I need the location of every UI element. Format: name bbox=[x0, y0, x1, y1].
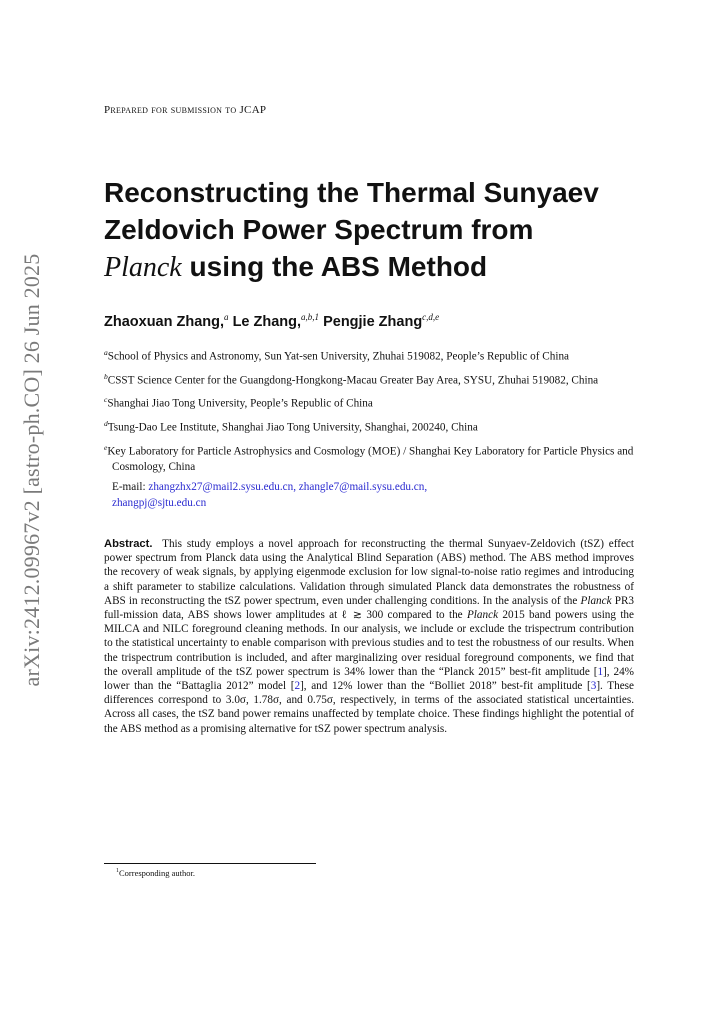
citation-link[interactable]: 1 bbox=[597, 665, 604, 678]
abstract-text: ]. These differences correspond to 3.0σ, 1.78σ, and 0.75σ, respectively, in terms of the associated statistical uncertainties. Across all cases, the tSZ band power remains unaffected by template choice. These findings highlight the potential of the ABS method as a promising alternative for tSZ power spectrum analysis. bbox=[104, 680, 634, 735]
abstract-planck: Planck bbox=[580, 594, 612, 607]
email-link[interactable]: zhangpj@sjtu.edu.cn bbox=[112, 496, 207, 509]
author-list bbox=[104, 312, 439, 330]
affiliation bbox=[104, 392, 636, 412]
arxiv-sidebar bbox=[12, 253, 52, 687]
title-line-3: using the ABS Method bbox=[181, 251, 488, 282]
abstract-planck: Planck bbox=[466, 609, 499, 622]
affil-mark: c bbox=[104, 395, 108, 405]
footnote-rule bbox=[104, 863, 316, 864]
affiliations bbox=[104, 345, 636, 511]
author-name: Pengjie Zhang bbox=[323, 313, 423, 330]
author-affil-mark: a,b,1 bbox=[301, 312, 320, 322]
affiliation bbox=[104, 440, 636, 475]
footnote-text: Corresponding author. bbox=[119, 868, 196, 878]
affil-mark: d bbox=[104, 419, 108, 429]
affiliation bbox=[104, 345, 636, 365]
abstract-text: PR3 full-mission data, ABS shows lower amplitudes at ℓ ≳ 300 compared to the bbox=[104, 594, 634, 622]
affil-text: Tsung-Dao Lee Institute, Shanghai Jiao Tong University, Shanghai, 200240, China bbox=[107, 421, 478, 434]
affil-text: Shanghai Jiao Tong University, People’s Republic of China bbox=[107, 398, 373, 411]
author-affil-mark: c,d,e bbox=[422, 312, 440, 322]
affiliation bbox=[104, 369, 636, 389]
abstract bbox=[104, 537, 634, 736]
email-label: E-mail: bbox=[112, 480, 149, 493]
email-block bbox=[104, 479, 636, 511]
abstract-text: ], and 12% lower than the “Bolliet 2018” best-fit amplitude [ bbox=[300, 680, 591, 693]
affil-text: School of Physics and Astronomy, Sun Yat-sen University, Zhuhai 519082, People’s Republic of China bbox=[107, 350, 570, 363]
affiliation bbox=[104, 416, 636, 436]
prepared-for-submission: Prepared for submission to JCAP bbox=[104, 104, 267, 116]
author-name: Le Zhang, bbox=[232, 313, 302, 330]
affil-text: Key Laboratory for Particle Astrophysics and Cosmology (MOE) / Shanghai Key Laboratory for Particle Physics and Cosmology, China bbox=[107, 445, 634, 473]
citation-link[interactable]: 2 bbox=[294, 680, 301, 693]
citation-link[interactable]: 3 bbox=[590, 680, 597, 693]
arxiv-identifier: arXiv:2412.09967v2 [astro-ph.CO] 26 Jun 2025 bbox=[19, 253, 44, 687]
title-line-1: Reconstructing the Thermal Sunyaev bbox=[104, 177, 599, 208]
abstract-text: 2015 band powers using the MILCA and NILC foreground cleaning methods. In our analysis, we include or exclude the trispectrum contribution to the statistical uncertainty to enable comparison with previous studies and to test the robustness of our results. When the trispectrum contribution is included, and after marginalizing over residual foreground components, we find that the overall amplitude of the tSZ power spectrum is 34% lower than the “Planck 2015” best-fit amplitude [ bbox=[104, 609, 634, 678]
footnote bbox=[116, 868, 195, 878]
affil-mark: b bbox=[104, 371, 108, 381]
footnote-mark: 1 bbox=[116, 868, 119, 875]
affil-mark: e bbox=[104, 442, 108, 452]
title-planck: Planck bbox=[104, 252, 182, 283]
title-line-2: Zeldovich Power Spectrum from bbox=[104, 214, 534, 245]
abstract-label: Abstract. bbox=[104, 538, 153, 550]
abstract-text: This study employs a novel approach for reconstructing the thermal Sunyaev-Zeldovich (tSZ) effect power spectrum from Planck data using the Analytical Blind Separation (ABS) method. The ABS method improves the recovery of weak signals, by applying eigenmode exclusion for low signal-to-noise ratio regimes and introducing a shift parameter to stabilize calculations. Validation through simulated Planck data demonstrates the robustness of ABS in reconstructing the tSZ power spectrum, even under challenging conditions. In the analysis of the bbox=[104, 538, 635, 607]
author-affil-mark: a bbox=[224, 312, 229, 322]
paper-title bbox=[104, 174, 644, 286]
affil-text: CSST Science Center for the Guangdong-Hongkong-Macau Greater Bay Area, SYSU, Zhuhai 519082, China bbox=[107, 374, 599, 387]
author-name: Zhaoxuan Zhang, bbox=[104, 313, 225, 330]
abstract-text: ], 24% lower than the “Battaglia 2012” model [ bbox=[104, 665, 634, 693]
email-link[interactable]: zhangle7@mail.sysu.edu.cn, bbox=[298, 480, 428, 493]
email-link[interactable]: zhangzhx27@mail2.sysu.edu.cn, bbox=[148, 480, 296, 493]
affil-mark: a bbox=[104, 348, 108, 357]
